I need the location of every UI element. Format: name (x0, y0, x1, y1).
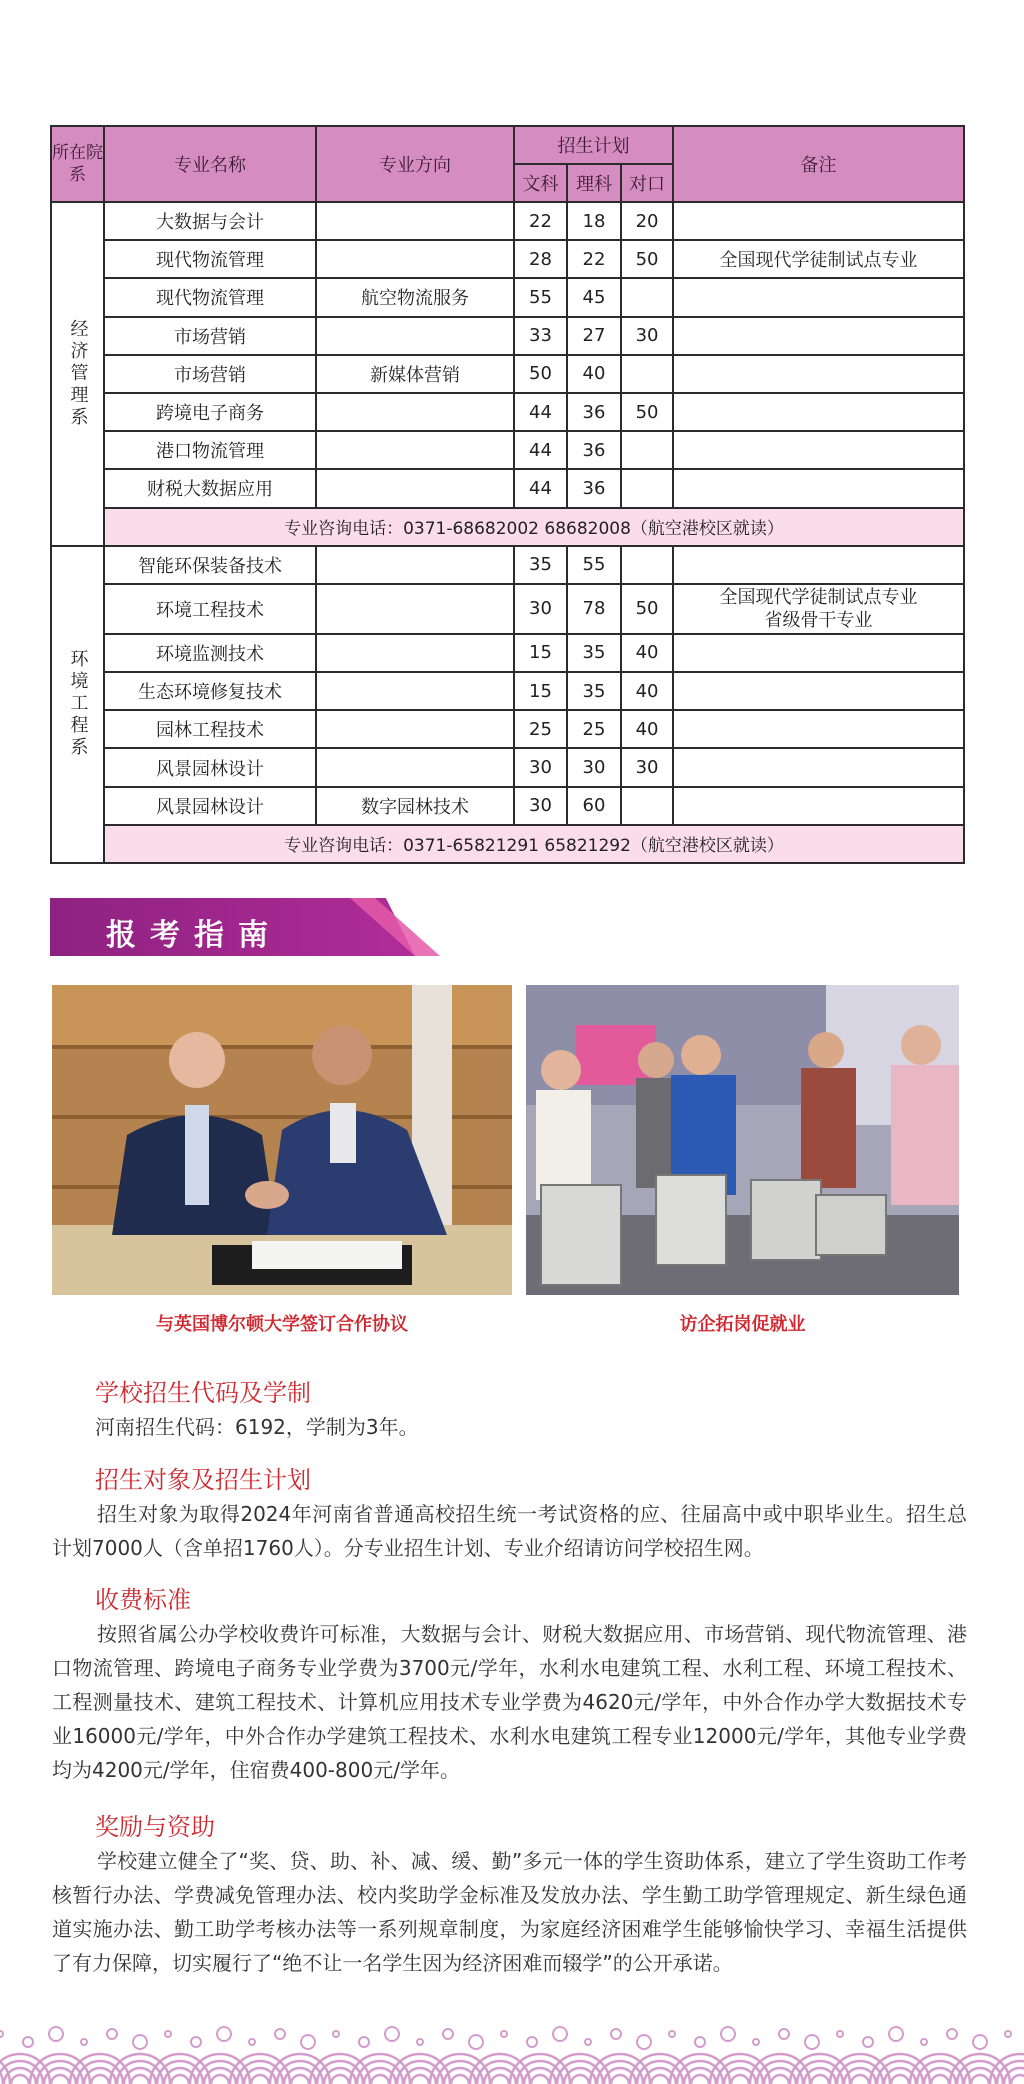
wenke-cell: 15 (514, 672, 567, 710)
major-cell: 现代物流管理 (104, 278, 316, 316)
direction-cell (316, 317, 514, 355)
major-cell: 市场营销 (104, 355, 316, 393)
direction-cell (316, 240, 514, 278)
like-cell: 30 (567, 748, 621, 786)
wenke-cell: 33 (514, 317, 567, 355)
table-row (51, 278, 964, 316)
wenke-cell: 50 (514, 355, 567, 393)
dept-cell: 经济管理系 (51, 202, 104, 546)
heading-fees: 收费标准 (95, 1586, 191, 1614)
wenke-cell: 30 (514, 787, 567, 825)
direction-cell (316, 202, 514, 240)
wenke-cell: 28 (514, 240, 567, 278)
duikou-cell: 40 (621, 672, 673, 710)
duikou-cell: 40 (621, 710, 673, 748)
remark-cell (673, 278, 964, 316)
wenke-cell: 44 (514, 469, 567, 507)
remark-cell (673, 634, 964, 672)
major-cell: 跨境电子商务 (104, 393, 316, 431)
header-dept: 所在院系 (51, 126, 104, 202)
wenke-cell: 15 (514, 634, 567, 672)
table-row (51, 748, 964, 786)
header-remark: 备注 (673, 126, 964, 202)
remark-line-1: 全国现代学徒制试点专业 (719, 586, 918, 608)
like-cell: 36 (567, 469, 621, 507)
table-row (51, 672, 964, 710)
remark-cell (673, 431, 964, 469)
direction-cell (316, 393, 514, 431)
major-cell: 环境监测技术 (104, 634, 316, 672)
direction-cell (316, 546, 514, 584)
dept-cell: 环境工程系 (51, 546, 104, 863)
signing-photo (52, 985, 512, 1295)
duikou-cell: 40 (621, 634, 673, 672)
table-row (51, 240, 964, 278)
wenke-cell: 35 (514, 546, 567, 584)
major-cell: 大数据与会计 (104, 202, 316, 240)
remark-cell (673, 710, 964, 748)
remark-cell (673, 748, 964, 786)
like-cell: 18 (567, 202, 621, 240)
duikou-cell: 30 (621, 317, 673, 355)
like-cell: 36 (567, 393, 621, 431)
table-row (51, 317, 964, 355)
duikou-cell: 20 (621, 202, 673, 240)
direction-cell: 新媒体营销 (316, 355, 514, 393)
table-row (51, 584, 964, 634)
remark-cell (673, 355, 964, 393)
duikou-cell: 50 (621, 393, 673, 431)
photo-caption-1: 与英国博尔顿大学签订合作协议 (156, 1314, 408, 1335)
major-cell: 生态环境修复技术 (104, 672, 316, 710)
consult-phone: 专业咨询电话：0371-68682002 68682008（航空港校区就读） (104, 508, 964, 546)
direction-cell: 数字园林技术 (316, 787, 514, 825)
duikou-cell: 50 (621, 584, 673, 634)
major-cell: 财税大数据应用 (104, 469, 316, 507)
like-cell: 22 (567, 240, 621, 278)
like-cell: 40 (567, 355, 621, 393)
body-aid: 学校建立健全了“奖、贷、助、补、减、缓、勤”多元一体的学生资助体系，建立了学生资助工作考核暂行办法、学费减免管理办法、校内奖助学金标准及发放办法、学生勤工助学管理规定、新生绿色通道实施办法、勤工助学考核办法等一系列规章制度，为家庭经济困难学生能够愉快学习、幸福生活提供了有力保障，切实履行了“绝不让一名学生因为经济困难而辍学”的公开承诺。 (52, 1849, 967, 1975)
major-cell: 园林工程技术 (104, 710, 316, 748)
major-cell: 风景园林设计 (104, 748, 316, 786)
header-direction: 专业方向 (316, 126, 514, 202)
consult-row (51, 508, 964, 546)
like-cell: 45 (567, 278, 621, 316)
like-cell: 78 (567, 584, 621, 634)
section-banner (50, 898, 415, 956)
major-cell: 风景园林设计 (104, 787, 316, 825)
remark-cell (673, 672, 964, 710)
remark-cell (673, 546, 964, 584)
like-cell: 60 (567, 787, 621, 825)
duikou-cell: 50 (621, 240, 673, 278)
major-cell: 现代物流管理 (104, 240, 316, 278)
heading-code: 学校招生代码及学制 (95, 1379, 311, 1407)
duikou-cell (621, 355, 673, 393)
wenke-cell: 22 (514, 202, 567, 240)
duikou-cell (621, 469, 673, 507)
remark-cell (673, 787, 964, 825)
table-row (51, 787, 964, 825)
table-row (51, 469, 964, 507)
table-row (51, 634, 964, 672)
table-row (51, 546, 964, 584)
table-body (51, 202, 964, 863)
heading-plan: 招生对象及招生计划 (95, 1466, 311, 1494)
like-cell: 36 (567, 431, 621, 469)
wenke-cell: 30 (514, 584, 567, 634)
duikou-cell (621, 787, 673, 825)
duikou-cell: 30 (621, 748, 673, 786)
header-wenke: 文科 (514, 164, 567, 202)
direction-cell: 航空物流服务 (316, 278, 514, 316)
table-row (51, 393, 964, 431)
table-row (51, 202, 964, 240)
enrollment-plan-table (50, 125, 965, 864)
duikou-cell (621, 278, 673, 316)
remark-cell (673, 317, 964, 355)
like-cell: 35 (567, 634, 621, 672)
direction-cell (316, 710, 514, 748)
wenke-cell: 25 (514, 710, 567, 748)
wenke-cell: 44 (514, 393, 567, 431)
major-cell: 环境工程技术 (104, 584, 316, 634)
header-major: 专业名称 (104, 126, 316, 202)
header-duikou: 对口 (621, 164, 673, 202)
company-visit-photo (526, 985, 959, 1295)
like-cell: 35 (567, 672, 621, 710)
remark-cell (673, 202, 964, 240)
direction-cell (316, 469, 514, 507)
duikou-cell (621, 431, 673, 469)
table-row (51, 355, 964, 393)
direction-cell (316, 431, 514, 469)
like-cell: 27 (567, 317, 621, 355)
remark-cell: 全国现代学徒制试点专业 (673, 240, 964, 278)
heading-aid: 奖励与资助 (95, 1813, 215, 1841)
footer-wave-pattern (0, 2020, 1024, 2084)
direction-cell (316, 634, 514, 672)
remark-line-2: 省级骨干专业 (764, 609, 873, 631)
like-cell: 55 (567, 546, 621, 584)
major-cell: 智能环保装备技术 (104, 546, 316, 584)
header-plan: 招生计划 (514, 126, 673, 164)
direction-cell (316, 584, 514, 634)
duikou-cell (621, 546, 673, 584)
body-fees: 按照省属公办学校收费许可标准，大数据与会计、财税大数据应用、市场营销、现代物流管理、港口物流管理、跨境电子商务专业学费为3700元/学年，水利水电建筑工程、水利工程、环境工程技术、工程测量技术、建筑工程技术、计算机应用技术专业学费为4620元/学年，中外合作办学大数据技术专业16000元/学年，中外合作办学建筑工程技术、水利水电建筑工程专业12000元/学年，其他专业学费均为4200元/学年，住宿费400-800元/学年。 (52, 1622, 967, 1782)
remark-cell (673, 469, 964, 507)
body-plan: 招生对象为取得2024年河南省普通高校招生统一考试资格的应、往届高中或中职毕业生。招生总计划7000人（含单招1760人）。分专业招生计划、专业介绍请访问学校招生网。 (52, 1502, 967, 1560)
photo-caption-2: 访企拓岗促就业 (679, 1314, 806, 1335)
wenke-cell: 44 (514, 431, 567, 469)
consult-phone: 专业咨询电话：0371-65821291 65821292（航空港校区就读） (104, 825, 964, 863)
consult-row (51, 825, 964, 863)
direction-cell (316, 672, 514, 710)
header-like: 理科 (567, 164, 621, 202)
wenke-cell: 30 (514, 748, 567, 786)
remark-cell (673, 393, 964, 431)
banner-title: 报考指南 (106, 918, 282, 953)
major-cell: 港口物流管理 (104, 431, 316, 469)
table-row (51, 431, 964, 469)
like-cell: 25 (567, 710, 621, 748)
major-cell: 市场营销 (104, 317, 316, 355)
remark-cell (673, 584, 964, 634)
body-code: 河南招生代码：6192，学制为3年。 (95, 1415, 419, 1439)
table-row (51, 710, 964, 748)
direction-cell (316, 748, 514, 786)
wenke-cell: 55 (514, 278, 567, 316)
